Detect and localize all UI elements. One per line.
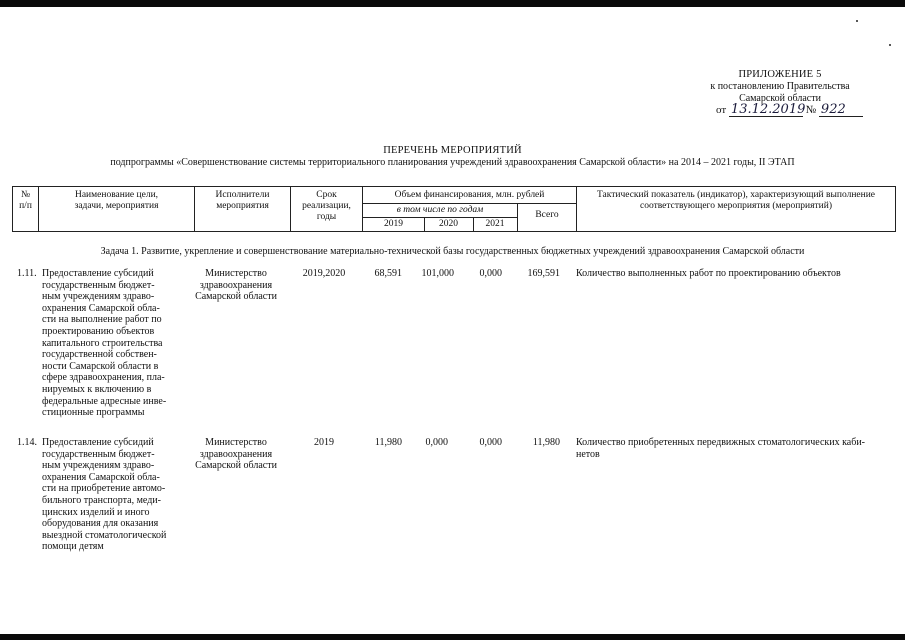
header-fin-title: Объем финансирования, млн. рублей bbox=[394, 190, 545, 200]
scan-speck bbox=[889, 44, 891, 46]
row-executor-line: Самарской области bbox=[195, 460, 277, 472]
header-fin-divider bbox=[363, 203, 577, 204]
row-name-line: ности Самарской области в bbox=[42, 360, 159, 372]
row-name-line: ным учреждениям здраво- bbox=[42, 460, 155, 472]
row-name-line: проектированию объектов bbox=[42, 325, 155, 337]
row-name-line: Предоставление субсидий bbox=[42, 437, 154, 448]
header-term-line1: Срок bbox=[316, 190, 337, 200]
row-name-line: капитального строительства bbox=[42, 337, 163, 349]
row-value-2021: 0,000 bbox=[479, 268, 502, 279]
row-name-line: нируемых к включению в bbox=[42, 383, 152, 395]
row-name-line: оборудования для оказания bbox=[42, 518, 159, 530]
row-name-line: федеральные адресные инве- bbox=[42, 395, 167, 407]
row-indicator bbox=[576, 268, 896, 280]
header-years-divider bbox=[363, 217, 517, 218]
scan-border-bottom bbox=[0, 634, 905, 640]
table-header bbox=[12, 186, 896, 232]
row-indicator-line: Количество выполненных работ по проектированию объектов bbox=[576, 268, 841, 279]
header-name-line1: Наименование цели, bbox=[74, 190, 159, 200]
row-executor-line: здравоохранения bbox=[199, 448, 273, 460]
header-col-num bbox=[13, 187, 39, 231]
row-value-total: 11,980 bbox=[532, 437, 560, 448]
header-exec-line2: мероприятия bbox=[216, 201, 269, 211]
row-name-line: цинских изделий и иного bbox=[42, 506, 150, 518]
appendix-date-line bbox=[716, 104, 863, 117]
document-title: ПЕРЕЧЕНЬ МЕРОПРИЯТИЙ bbox=[383, 145, 522, 156]
row-value-2021: 0,000 bbox=[479, 437, 502, 448]
scan-border-top bbox=[0, 0, 905, 7]
header-col-executor bbox=[195, 187, 291, 231]
row-name-line: государственной собствен- bbox=[42, 349, 157, 361]
row-term: 2019,2020 bbox=[302, 268, 346, 279]
row-name-line: помощи детям bbox=[42, 541, 104, 553]
row-name-line: охранения Самарской обла- bbox=[42, 471, 160, 483]
row-name-line: стиционные программы bbox=[42, 407, 145, 419]
row-executor bbox=[190, 437, 282, 472]
row-number: 1.14. bbox=[17, 437, 37, 448]
scan-speck bbox=[856, 20, 858, 22]
row-name-line: сти на выполнение работ по bbox=[42, 314, 162, 326]
row-value-2020: 101,000 bbox=[421, 268, 454, 279]
task-heading: Задача 1. Развитие, укрепление и совершенствование материально-технической базы государственных бюджетных учреждений здравоохранения Самарской области bbox=[100, 246, 805, 257]
header-term-line2: реализации, bbox=[302, 201, 351, 211]
header-total: Всего bbox=[535, 210, 559, 220]
appendix-line2: к постановлению Правительства bbox=[710, 81, 850, 92]
header-num-line1: № bbox=[20, 190, 31, 200]
header-name-line2: задачи, мероприятия bbox=[74, 201, 159, 211]
row-name-line: ным учреждениям здраво- bbox=[42, 291, 155, 303]
row-name-line: сти на приобретение автомо- bbox=[42, 483, 166, 495]
row-name-line: государственным бюджет- bbox=[42, 279, 155, 291]
row-name-line: государственным бюджет- bbox=[42, 448, 155, 460]
row-name-line: сфере здравоохранения, пла- bbox=[42, 372, 165, 384]
header-num-line2: п/п bbox=[19, 201, 32, 211]
header-year-2019: 2019 bbox=[384, 219, 403, 229]
row-executor-line: Министерство bbox=[205, 437, 267, 448]
appendix-date: 13.12.2019 bbox=[730, 102, 806, 117]
appendix-number: 922 bbox=[819, 104, 863, 117]
header-term-line3: годы bbox=[316, 212, 337, 222]
row-indicator-line: нетов bbox=[576, 448, 600, 460]
row-name-line: бильного транспорта, меди- bbox=[42, 494, 161, 506]
header-fin-years: в том числе по годам bbox=[396, 205, 484, 215]
row-name-line: Предоставление субсидий bbox=[42, 268, 154, 279]
appendix-block bbox=[660, 69, 900, 105]
row-term: 2019 bbox=[314, 437, 334, 448]
header-col-indicator bbox=[577, 187, 895, 231]
row-executor-line: Самарской области bbox=[195, 291, 277, 303]
header-ind-line2: соответствующего мероприятия (мероприятий) bbox=[639, 201, 832, 211]
document-subtitle: подпрограммы «Совершенствование системы территориального планирования учреждений здравоохранения Самарской области» на 2014 – 2021 годы, II ЭТАП bbox=[110, 157, 795, 168]
row-value-2019: 68,591 bbox=[374, 268, 402, 279]
header-col-term bbox=[291, 187, 363, 231]
row-name bbox=[42, 437, 182, 553]
row-value-2020: 0,000 bbox=[425, 437, 448, 448]
header-col-name bbox=[39, 187, 195, 231]
date-prefix: от bbox=[716, 104, 727, 116]
row-name-line: охранения Самарской обла- bbox=[42, 302, 160, 314]
row-indicator-line: Количество приобретенных передвижных стоматологических каби- bbox=[576, 437, 866, 448]
header-exec-line1: Исполнители bbox=[215, 190, 270, 200]
row-value-2019: 11,980 bbox=[374, 437, 402, 448]
row-name-line: выездной стоматологической bbox=[42, 529, 167, 541]
row-name bbox=[42, 268, 182, 419]
row-executor-line: здравоохранения bbox=[199, 279, 273, 291]
row-indicator bbox=[576, 437, 896, 460]
row-number: 1.11. bbox=[17, 268, 37, 279]
appendix-line3: Самарской области bbox=[739, 93, 821, 104]
row-executor-line: Министерство bbox=[205, 268, 267, 279]
number-prefix: № bbox=[805, 104, 817, 116]
header-ind-line1: Тактический показатель (индикатор), характеризующий выполнение bbox=[596, 190, 876, 200]
row-value-total: 169,591 bbox=[527, 268, 560, 279]
header-year-2021: 2021 bbox=[485, 219, 505, 229]
appendix-title: ПРИЛОЖЕНИЕ 5 bbox=[738, 69, 822, 80]
header-year-2020: 2020 bbox=[439, 219, 458, 229]
row-executor bbox=[190, 268, 282, 303]
